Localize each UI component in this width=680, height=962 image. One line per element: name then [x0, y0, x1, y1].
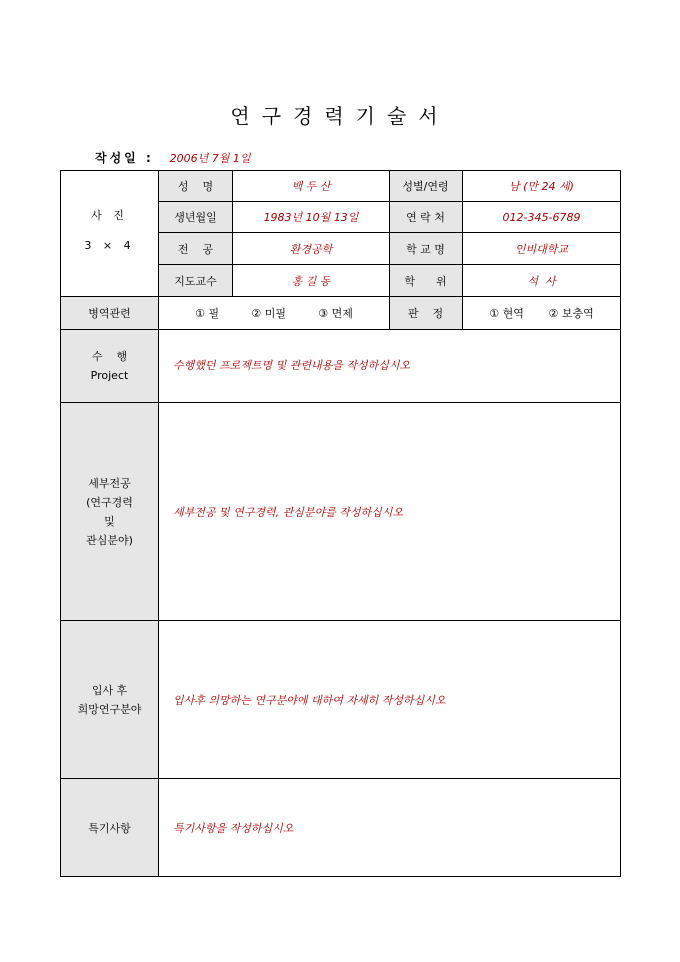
military-options: [159, 297, 389, 329]
military-option-1[interactable]: ① 필: [195, 307, 220, 320]
advisor-value[interactable]: 홍 길 동: [291, 274, 331, 288]
major-value[interactable]: 환경공학: [289, 242, 333, 256]
judge-option-2[interactable]: ② 보충역: [548, 307, 594, 320]
hope-label: [61, 621, 158, 778]
gender-age-value[interactable]: 남 (만 24 세): [509, 180, 574, 193]
photo-size: 3 × 4: [84, 239, 135, 252]
hope-field[interactable]: 입사후 의망하는 연구분야에 대하여 자세히 작성하십시오: [173, 693, 446, 707]
hope-label-line2: 희망연구분야: [77, 702, 142, 716]
school-value[interactable]: 인비대학교: [514, 242, 569, 256]
photo-box[interactable]: [61, 200, 158, 262]
detail-major-field[interactable]: 세부전공 및 연구경력, 관심분야를 작성하십시오: [173, 505, 404, 519]
detail-major-line1: 세부전공: [88, 476, 131, 490]
contact-value[interactable]: 012-345-6789: [502, 210, 581, 224]
date-value[interactable]: 2006년 7월 1일: [169, 152, 251, 165]
date-label: 작성일 :: [95, 151, 154, 165]
degree-label: 학 위: [404, 274, 447, 288]
school-label: 학 교 명: [406, 242, 445, 256]
judge-options: [463, 297, 620, 329]
detail-major-line4: 관심분야): [86, 533, 133, 547]
contact-label: 연 락 처: [406, 211, 445, 224]
name-label: 성 명: [177, 180, 214, 193]
military-label: 병역관련: [88, 307, 131, 320]
military-option-2[interactable]: ② 미필: [251, 307, 286, 320]
detail-major-line3: 및: [104, 514, 115, 528]
project-field[interactable]: 수행했던 프로젝트명 및 관련내용을 작성하십시오: [173, 359, 411, 372]
gender-age-label: 성별/연령: [402, 180, 449, 193]
hope-label-line1: 입사 후: [91, 683, 128, 697]
photo-label: 사 진: [91, 209, 128, 222]
detail-major-label: [61, 403, 158, 620]
page-title: 연구경력기술서: [230, 104, 450, 128]
project-label: [61, 330, 158, 402]
major-label: 전 공: [177, 242, 214, 256]
military-option-3[interactable]: ③ 면제: [318, 307, 353, 320]
judge-label: 판 정: [407, 307, 444, 320]
project-label-line2: Project: [90, 369, 129, 382]
degree-value[interactable]: 석 사: [527, 274, 556, 288]
birthdate-label: 생년월일: [174, 211, 217, 224]
judge-option-1[interactable]: ① 현역: [489, 307, 524, 320]
special-label: 특기사항: [88, 821, 131, 835]
birthdate-value[interactable]: 1983년 10월 13일: [263, 211, 359, 224]
special-field[interactable]: 특기사항을 작성하십시오: [173, 821, 294, 835]
name-value[interactable]: 백 두 산: [291, 180, 331, 193]
advisor-label: 지도교수: [174, 274, 217, 288]
detail-major-line2: (연구경력: [86, 495, 133, 509]
project-label-line1: 수 행: [91, 350, 128, 363]
date-row: [95, 149, 250, 166]
